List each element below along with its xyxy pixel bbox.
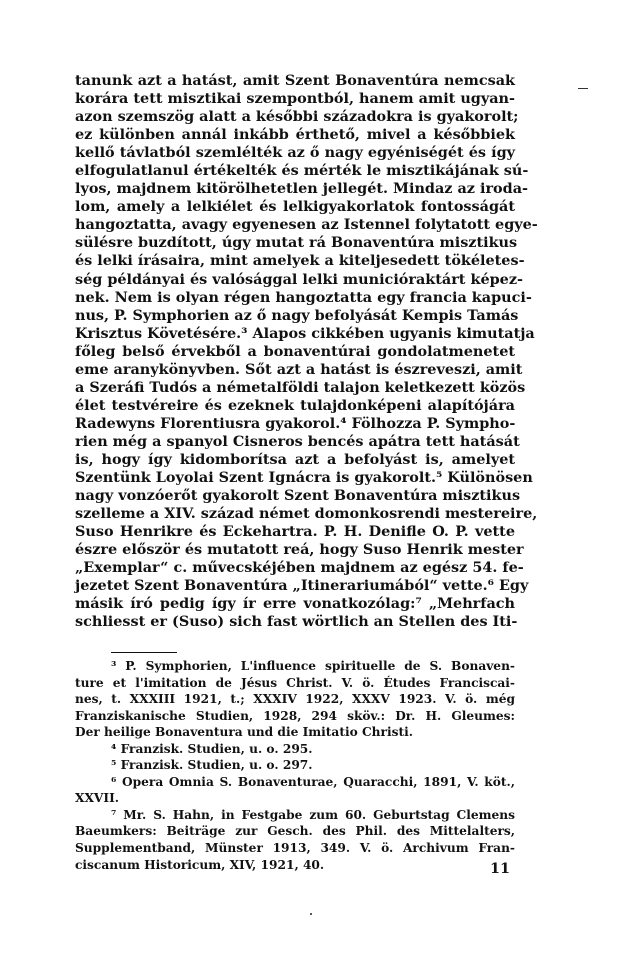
body-line: nek. Nem is olyan régen hangoztatta egy francia kapuci- <box>75 288 532 306</box>
body-line: korára tett misztikai szempontból, hanem amit ugyan- <box>75 90 515 108</box>
body-line: schliesst er (Suso) sich fast wörtlich an Stellen des Iti- <box>75 613 518 631</box>
body-line: jezetet Szent Bonaventúra „Itinerariumából“ vette.⁶ Egy <box>75 577 529 595</box>
body-line: elfogulatlanul értékelték és mérték le misztikájának sú- <box>75 162 529 180</box>
body-line: másik író pedig így ír erre vonatkozólag:⁷ „Mehrfach <box>75 595 515 613</box>
footnote-line: ⁵ Franzisk. Studien, u. o. 297. <box>111 758 313 773</box>
body-line: nagy vonzóerőt gyakorolt Szent Bonaventúra misztikus <box>75 487 521 505</box>
body-line: rien még a spanyol Cisneros bencés apátra tett hatását <box>75 432 520 450</box>
body-line: kellő távlatból szemlélték az ő nagy egyéniségét és így <box>75 144 515 162</box>
body-line: eme aranykönyvben. Sőt azt a hatást is észreveszi, amit <box>75 360 523 378</box>
body-line: Krisztus Követésére.³ Alapos cikkében ugyanis kimutatja <box>75 324 535 342</box>
footnote-line: ⁴ Franzisk. Studien, u. o. 295. <box>111 741 313 756</box>
footnote-line: ⁷ Mr. S. Hahn, in Festgabe zum 60. Geburtstag Clemens <box>111 807 515 822</box>
footnote-separator <box>111 652 177 653</box>
body-line: és lelki írásaira, mint amelyek a kiteljesedett tökéletes- <box>75 252 525 270</box>
footnote-line: ⁶ Opera Omnia S. Bonaventurae, Quaracchi, 1891, V. köt., <box>111 774 515 789</box>
body-line: sülésre buzdított, úgy mutat rá Bonaventúra misztikus <box>75 234 518 252</box>
footnote-line: Supplementband, Münster 1913, 349. V. ö. Archivum Fran- <box>75 841 515 856</box>
footnote-line: Der heilige Bonaventura und die Imitatio Christi. <box>75 725 413 740</box>
page-number: 11 <box>490 860 511 877</box>
body-line: hangoztatta, avagy egyenesen az Istennel folytatott egye- <box>75 216 538 234</box>
body-line: élet testvéreire és ezeknek tulajdonképeni alapítójára <box>75 396 515 414</box>
body-line: lom, amely a lelkiélet és lelkigyakorlatok fontosságát <box>75 198 515 216</box>
body-line: szelleme a XIV. század német domonkosrendi mestereire, <box>75 505 538 523</box>
body-line: nus, P. Symphorien az ő nagy befolyását Kempis Tamás <box>75 306 519 324</box>
body-line: lyos, majdnem kitörölhetetlen jellegét. Mindaz az iroda- <box>75 180 528 198</box>
body-line: főleg belső érvekből a bonaventúrai gondolatmenetet <box>75 342 515 360</box>
body-line: ség példányai és valósággal lelki municióraktárt képez- <box>75 270 523 288</box>
body-line: a Szeráfi Tudós a németalföldi talajon keletkezett közös <box>75 378 526 396</box>
body-line: észre először és mutatott reá, hogy Suso Henrik mester <box>75 541 524 559</box>
scan-mark <box>578 88 588 89</box>
footnote-line: Baeumkers: Beiträge zur Gesch. des Phil. des Mittelalters, <box>75 824 515 839</box>
body-line: Radewyns Florentiusra gyakorol.⁴ Fölhozza P. Sympho- <box>75 414 516 432</box>
body-line: Szentünk Loyolai Szent Ignácra is gyakorolt.⁵ Különösen <box>75 469 533 487</box>
body-line: „Exemplar“ c. művecskéjében majdnem az egész 54. fe- <box>75 559 524 577</box>
footnotes <box>75 658 515 873</box>
body-line: is, hogy így kidomborítsa azt a befolyást is, amelyet <box>75 450 515 468</box>
footnote-line: ture et l'imitation de Jésus Christ. V. ö. Études Franciscai- <box>75 675 515 690</box>
body-line: Suso Henrikre és Eckehartra. P. H. Denifle O. P. vette <box>75 523 515 541</box>
body-line: azon szemszög alatt a későbbi századokra is gyakorolt; <box>75 108 519 126</box>
body-line: tanunk azt a hatást, amit Szent Bonaventúra nemcsak <box>75 72 515 89</box>
footnote-line: ciscanum Historicum, XIV, 1921, 40. <box>75 857 325 872</box>
footnote-line: Franziskanische Studien, 1928, 294 sköv.: Dr. H. Gleumes: <box>75 708 515 723</box>
body-text <box>75 72 538 631</box>
body-line: ez különben annál inkább érthető, mivel a későbbiek <box>75 126 515 144</box>
footnote-line: XXVII. <box>75 791 120 806</box>
footnote-line: ³ P. Symphorien, L'influence spirituelle de S. Bonaven- <box>111 659 515 673</box>
footnote-line: nes, t. XXXIII 1921, t.; XXXIV 1922, XXXV 1923. V. ö. még <box>75 692 515 707</box>
scan-dot <box>310 913 312 915</box>
